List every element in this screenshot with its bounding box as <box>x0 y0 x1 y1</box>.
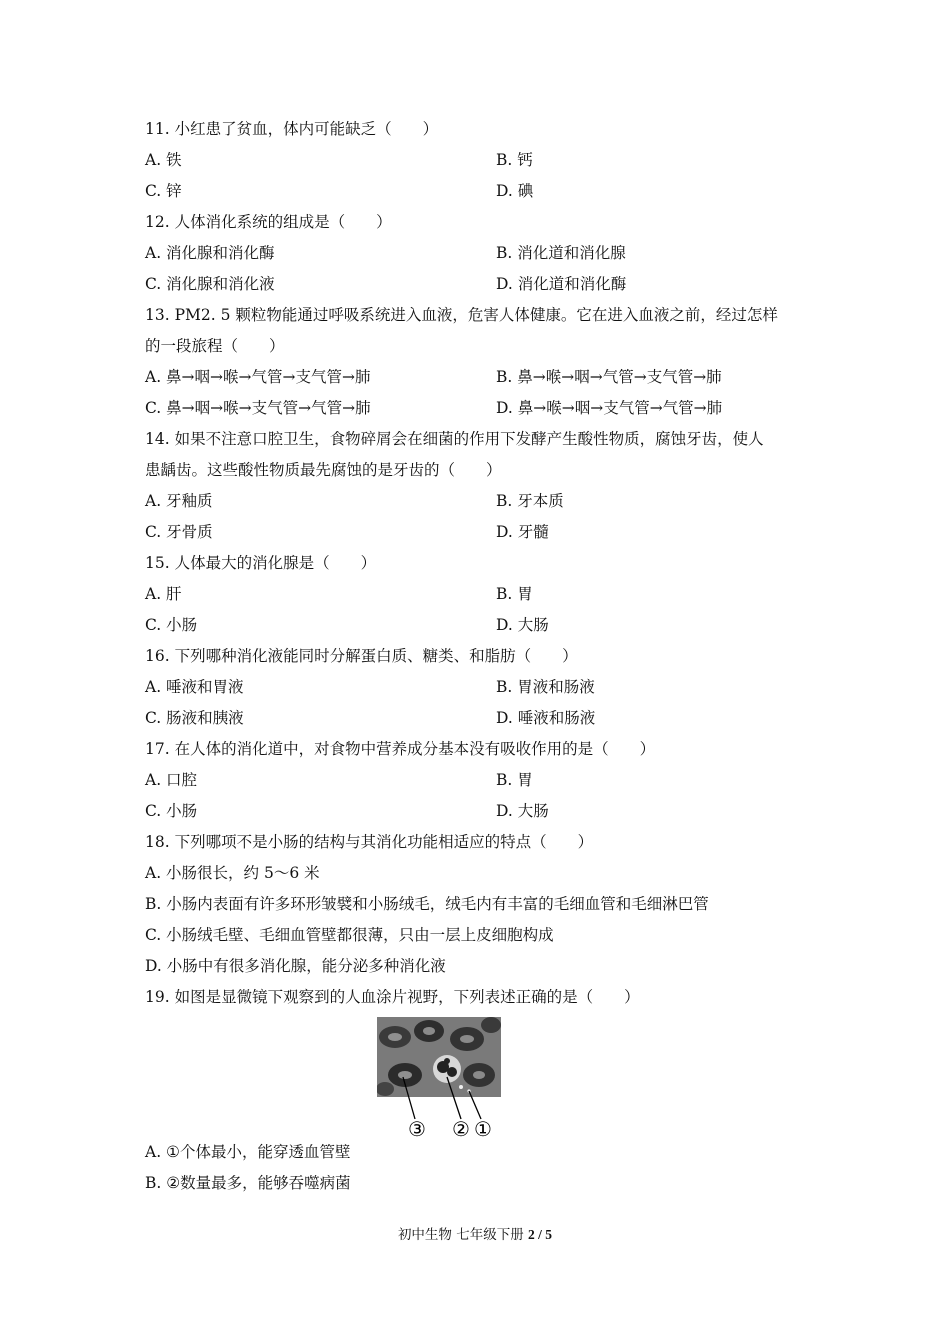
footer-separator: / <box>534 1227 546 1242</box>
option-item: D. 牙髓 <box>496 523 549 541</box>
blood-smear-micrograph <box>377 1017 503 1139</box>
question-block <box>145 424 815 548</box>
option-row <box>145 176 815 207</box>
question-list <box>145 114 815 1199</box>
option-item: D. 鼻→喉→咽→支气管→气管→肺 <box>496 399 723 417</box>
option-item: B. 鼻→喉→咽→气管→支气管→肺 <box>496 368 722 386</box>
question-block <box>145 300 815 424</box>
option-item: A. 肝 <box>145 585 182 603</box>
option-row <box>145 765 815 796</box>
option-item: D. 碘 <box>496 182 534 200</box>
option-row <box>145 672 815 703</box>
question-stem: 15. 人体最大的消化腺是（ ） <box>145 554 377 572</box>
option-row <box>145 517 815 548</box>
option-row <box>145 610 815 641</box>
question-block <box>145 207 815 300</box>
option-item: A. 牙釉质 <box>145 492 213 510</box>
option-item: A. 小肠很长，约 5～6 米 <box>145 864 320 882</box>
option-row <box>145 703 815 734</box>
option-item: B. 胃液和肠液 <box>496 678 595 696</box>
question-stem: 13. PM2. 5 颗粒物能通过呼吸系统进入血液，危害人体健康。它在进入血液之前，经过怎样 <box>145 306 778 324</box>
question-stem: 19. 如图是显微镜下观察到的人血涂片视野，下列表述正确的是（ ） <box>145 988 640 1006</box>
question-stem: 16. 下列哪种消化液能同时分解蛋白质、糖类、和脂肪（ ） <box>145 647 578 665</box>
question-stem: 12. 人体消化系统的组成是（ ） <box>145 213 392 231</box>
label-one: ① <box>474 1117 492 1139</box>
option-item: A. ①个体最小，能穿透血管壁 <box>145 1143 351 1161</box>
option-item: B. 胃 <box>496 771 533 789</box>
option-item: D. 消化道和消化酶 <box>496 275 627 293</box>
page-footer <box>0 1223 950 1243</box>
option-item: A. 鼻→咽→喉→气管→支气管→肺 <box>145 368 371 386</box>
option-item: A. 消化腺和消化酶 <box>145 244 275 262</box>
option-item: B. 钙 <box>496 151 533 169</box>
option-item: C. 消化腺和消化液 <box>145 275 275 293</box>
option-item: C. 锌 <box>145 182 182 200</box>
option-row <box>145 269 815 300</box>
question-block <box>145 641 815 734</box>
option-item: B. 胃 <box>496 585 533 603</box>
option-row <box>145 579 815 610</box>
option-item: D. 唾液和肠液 <box>496 709 596 727</box>
label-two: ② <box>452 1117 470 1139</box>
option-row <box>145 486 815 517</box>
question-block <box>145 982 815 1199</box>
option-row <box>145 145 815 176</box>
option-item: D. 大肠 <box>496 802 549 820</box>
option-item: C. 小肠 <box>145 802 198 820</box>
option-item: A. 口腔 <box>145 771 198 789</box>
question-stem: 11. 小红患了贫血，体内可能缺乏（ ） <box>145 120 439 138</box>
question-block <box>145 114 815 207</box>
option-item: A. 铁 <box>145 151 182 169</box>
blood-smear-figure <box>145 1013 815 1137</box>
option-item: B. ②数量最多，能够吞噬病菌 <box>145 1174 351 1192</box>
option-item: B. 牙本质 <box>496 492 564 510</box>
footer-page-total: 5 <box>545 1227 553 1242</box>
option-item: C. 肠液和胰液 <box>145 709 244 727</box>
question-stem: 患龋齿。这些酸性物质最先腐蚀的是牙齿的（ ） <box>145 461 502 479</box>
option-row <box>145 393 815 424</box>
question-block <box>145 827 815 982</box>
option-item: C. 小肠 <box>145 616 198 634</box>
question-block <box>145 734 815 827</box>
question-stem: 18. 下列哪项不是小肠的结构与其消化功能相适应的特点（ ） <box>145 833 594 851</box>
option-row <box>145 238 815 269</box>
option-row <box>145 362 815 393</box>
option-item: D. 小肠中有很多消化腺，能分泌多种消化液 <box>145 957 446 975</box>
option-item: D. 大肠 <box>496 616 549 634</box>
footer-page-number: 2 <box>528 1227 535 1242</box>
label-three: ③ <box>408 1117 426 1139</box>
option-item: C. 牙骨质 <box>145 523 213 541</box>
question-stem: 17. 在人体的消化道中，对食物中营养成分基本没有吸收作用的是（ ） <box>145 740 656 758</box>
question-block <box>145 548 815 641</box>
question-stem: 的一段旅程（ ） <box>145 337 285 355</box>
option-item: B. 小肠内表面有许多环形皱襞和小肠绒毛，绒毛内有丰富的毛细血管和毛细淋巴管 <box>145 895 709 913</box>
option-row <box>145 796 815 827</box>
question-stem: 14. 如果不注意口腔卫生，食物碎屑会在细菌的作用下发酵产生酸性物质，腐蚀牙齿，使人 <box>145 430 764 448</box>
option-item: C. 鼻→咽→喉→支气管→气管→肺 <box>145 399 371 417</box>
option-item: A. 唾液和胃液 <box>145 678 244 696</box>
footer-subject: 初中生物 七年级下册 <box>397 1227 529 1243</box>
option-item: C. 小肠绒毛壁、毛细血管壁都很薄，只由一层上皮细胞构成 <box>145 926 554 944</box>
option-item: B. 消化道和消化腺 <box>496 244 626 262</box>
